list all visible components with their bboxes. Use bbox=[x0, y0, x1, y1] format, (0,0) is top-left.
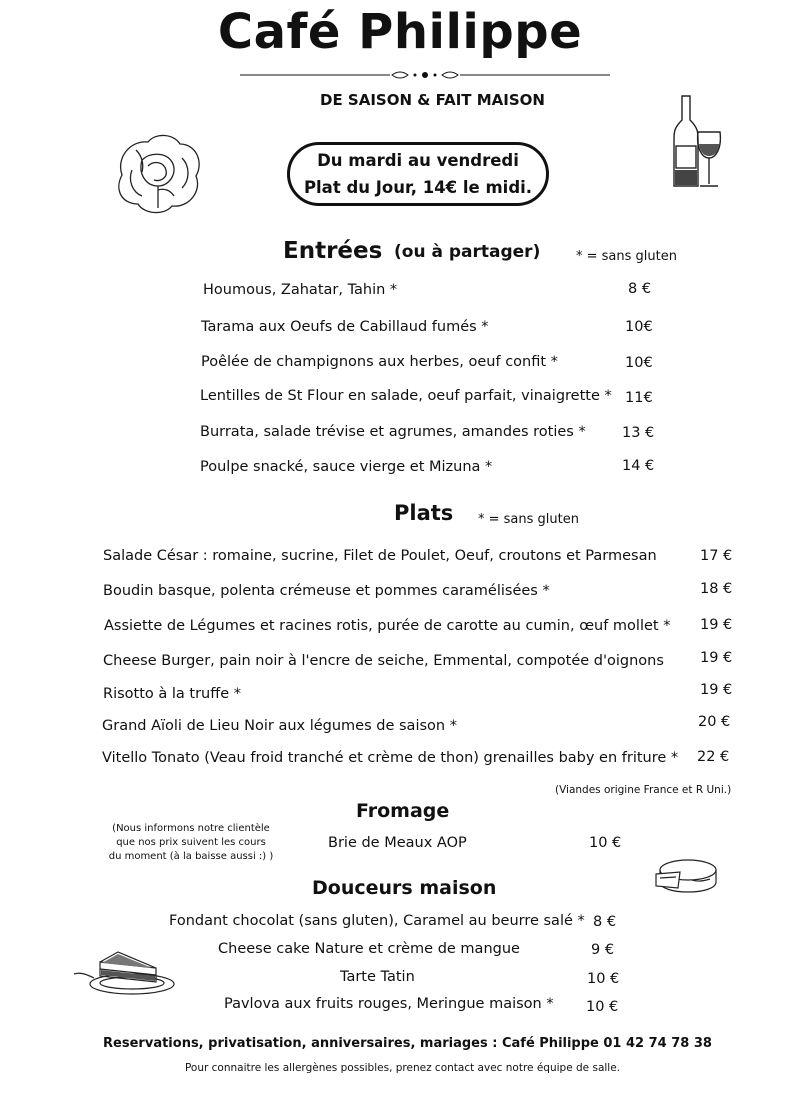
entree-item-price: 13 € bbox=[622, 425, 655, 441]
plat-item-name: Salade César : romaine, sucrine, Filet de Poulet, Oeuf, croutons et Parmesan bbox=[103, 548, 657, 564]
plat-item-name: Vitello Tonato (Veau froid tranché et crème de thon) grenailles baby en friture * bbox=[102, 750, 679, 766]
cake-slice-icon bbox=[72, 948, 176, 998]
plat-du-jour-box bbox=[287, 142, 549, 206]
plat-du-jour-line1: Du mardi au vendredi bbox=[317, 151, 519, 170]
wine-bottle-glass-icon bbox=[668, 94, 722, 190]
douceur-item-name: Cheese cake Nature et crème de mangue bbox=[218, 941, 520, 957]
meat-origin-note: (Viandes origine France et R Uni.) bbox=[555, 784, 732, 796]
fromage-item-price: 10 € bbox=[589, 835, 622, 851]
entree-item-price: 8 € bbox=[628, 281, 652, 297]
price-policy-line: (Nous informons notre clientèle bbox=[112, 823, 270, 834]
allergen-note: Pour connaitre les allergènes possibles, prenez contact avec notre équipe de salle. bbox=[184, 1062, 621, 1074]
lettuce-icon bbox=[112, 130, 204, 216]
entrees-heading: Entrées bbox=[283, 238, 383, 264]
price-policy-note bbox=[96, 822, 286, 864]
plat-item-price: 17 € bbox=[700, 548, 733, 564]
entree-item-name: Tarama aux Oeufs de Cabillaud fumés * bbox=[201, 319, 489, 335]
entree-item-name: Houmous, Zahatar, Tahin * bbox=[203, 282, 398, 298]
entree-item-price: 10€ bbox=[625, 355, 653, 371]
entrees-gluten-note: * = sans gluten bbox=[576, 249, 677, 264]
reservation-contact: Reservations, privatisation, anniversaires, mariages : Café Philippe 01 42 74 78 38 bbox=[103, 1036, 712, 1051]
plat-item-price: 20 € bbox=[698, 714, 731, 730]
price-policy-line: que nos prix suivent les cours bbox=[116, 837, 266, 848]
douceur-item-name: Fondant chocolat (sans gluten), Caramel au beurre salé * bbox=[169, 913, 585, 929]
fromage-heading: Fromage bbox=[356, 800, 450, 822]
plat-item-price: 19 € bbox=[700, 617, 733, 633]
plat-item-price: 18 € bbox=[700, 581, 733, 597]
price-policy-line: du moment (à la baisse aussi :) ) bbox=[108, 851, 274, 862]
plat-item-name: Grand Aïoli de Lieu Noir aux légumes de saison * bbox=[102, 718, 457, 734]
ornament-divider-icon bbox=[240, 68, 610, 82]
plat-item-name: Cheese Burger, pain noir à l'encre de seiche, Emmental, compotée d'oignons bbox=[103, 653, 664, 669]
plats-gluten-note: * = sans gluten bbox=[478, 512, 579, 527]
entree-item-name: Poêlée de champignons aux herbes, oeuf confit * bbox=[201, 354, 558, 370]
plat-item-price: 19 € bbox=[700, 682, 733, 698]
entree-item-name: Poulpe snacké, sauce vierge et Mizuna * bbox=[200, 459, 493, 475]
entree-item-price: 14 € bbox=[622, 458, 655, 474]
plat-item-name: Assiette de Légumes et racines rotis, purée de carotte au cumin, œuf mollet * bbox=[104, 618, 671, 634]
plat-du-jour-line2: Plat du Jour, 14€ le midi. bbox=[303, 178, 533, 197]
douceur-item-price: 8 € bbox=[593, 914, 617, 930]
plat-item-name: Boudin basque, polenta crémeuse et pommes caramélisées * bbox=[103, 583, 550, 599]
entrees-share-note: (ou à partager) bbox=[394, 242, 541, 262]
douceur-item-price: 9 € bbox=[591, 942, 615, 958]
plats-heading: Plats bbox=[394, 501, 454, 525]
plat-item-price: 19 € bbox=[700, 650, 733, 666]
entree-item-price: 11€ bbox=[625, 390, 653, 406]
fromage-item-name: Brie de Meaux AOP bbox=[328, 835, 467, 851]
entree-item-name: Lentilles de St Flour en salade, oeuf parfait, vinaigrette * bbox=[200, 388, 612, 404]
plat-item-name: Risotto à la truffe * bbox=[103, 686, 242, 702]
entree-item-name: Burrata, salade trévise et agrumes, amandes roties * bbox=[200, 424, 586, 440]
douceur-item-price: 10 € bbox=[587, 971, 620, 987]
douceur-item-price: 10 € bbox=[586, 999, 619, 1015]
douceurs-heading: Douceurs maison bbox=[312, 877, 497, 899]
plat-item-price: 22 € bbox=[697, 749, 730, 765]
page-title: Café Philippe bbox=[217, 4, 583, 60]
douceur-item-name: Pavlova aux fruits rouges, Meringue maison * bbox=[224, 996, 554, 1012]
douceur-item-name: Tarte Tatin bbox=[340, 969, 415, 985]
subtitle: DE SAISON & FAIT MAISON bbox=[320, 91, 545, 109]
cheese-icon bbox=[652, 856, 720, 896]
entree-item-price: 10€ bbox=[625, 319, 653, 335]
